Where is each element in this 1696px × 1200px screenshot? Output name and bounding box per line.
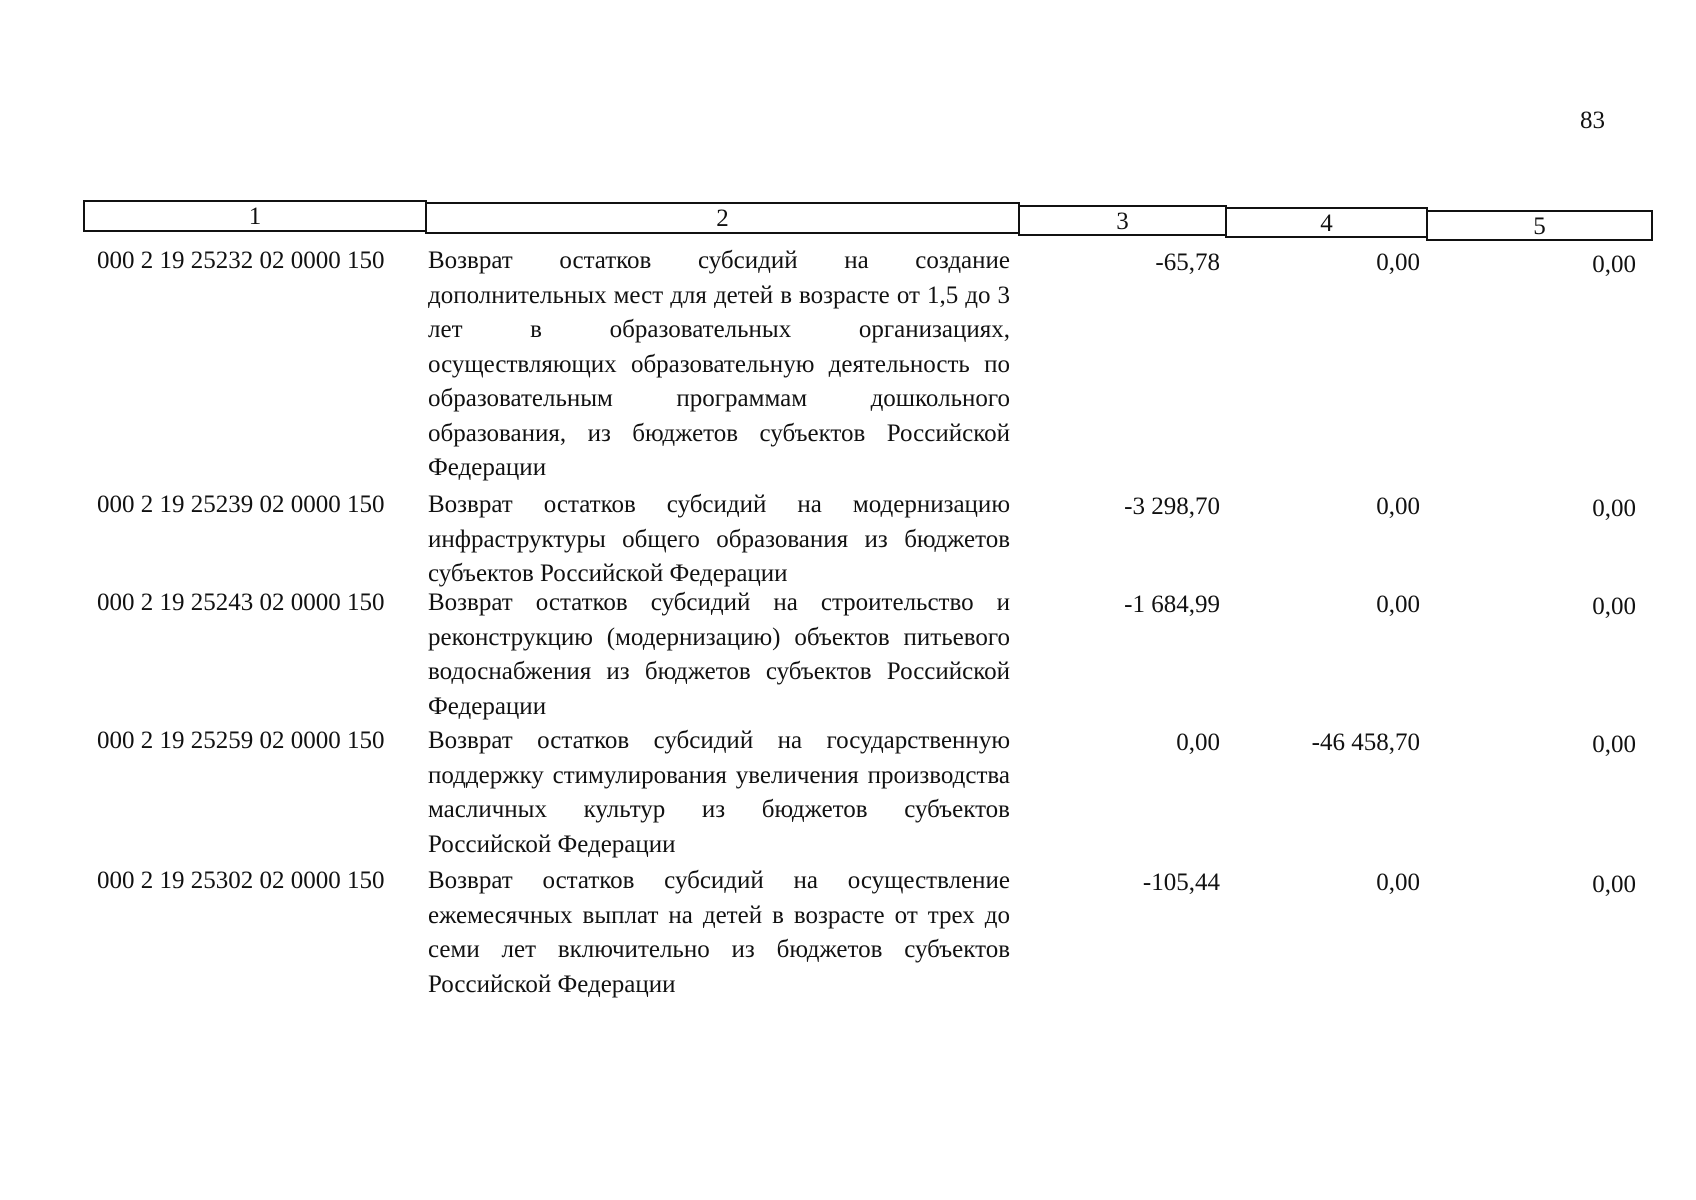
page-number: 83 xyxy=(1580,107,1605,134)
value-col-3: -65,78 xyxy=(1155,249,1220,276)
budget-code: 000 2 19 25259 02 0000 150 xyxy=(97,727,385,754)
value-col-3: -3 298,70 xyxy=(1124,493,1220,520)
row-description: Возврат остатков субсидий на осуществление ежемесячных выплат на детей в возрасте от трех до семи лет включительно из бюджетов субъектов Российской Федерации xyxy=(428,867,1010,998)
row-description: Возврат остатков субсидий на государственную поддержку стимулирования увеличения производства масличных культур из бюджетов субъектов Российской Федерации xyxy=(428,727,1010,858)
table-row xyxy=(0,244,1696,488)
value-col-5: 0,00 xyxy=(1592,251,1636,278)
table-header-row xyxy=(83,200,1655,238)
value-col-5: 0,00 xyxy=(1592,495,1636,522)
value-col-4: 0,00 xyxy=(1376,493,1420,520)
value-col-4: -46 458,70 xyxy=(1311,729,1420,756)
value-col-4: 0,00 xyxy=(1376,249,1420,276)
budget-code: 000 2 19 25302 02 0000 150 xyxy=(97,867,385,894)
row-description: Возврат остатков субсидий на создание дополнительных мест для детей в возрасте от 1,5 до 3 лет в образовательных организациях, осуществляющих образовательную деятельность по образовательным программам дошкольного образования, из бюджетов субъектов Российской Федерации xyxy=(428,247,1010,481)
budget-code: 000 2 19 25232 02 0000 150 xyxy=(97,247,385,274)
value-col-3: -1 684,99 xyxy=(1124,591,1220,618)
table-body xyxy=(0,244,1696,1004)
header-cell-1: 1 xyxy=(83,200,427,232)
table-row xyxy=(0,586,1696,724)
table-row xyxy=(0,724,1696,864)
value-col-5: 0,00 xyxy=(1592,593,1636,620)
header-cell-5: 5 xyxy=(1426,210,1653,241)
budget-code: 000 2 19 25243 02 0000 150 xyxy=(97,589,385,616)
table-row xyxy=(0,864,1696,1004)
value-col-5: 0,00 xyxy=(1592,731,1636,758)
budget-code: 000 2 19 25239 02 0000 150 xyxy=(97,491,385,518)
table-row xyxy=(0,488,1696,586)
value-col-3: 0,00 xyxy=(1176,729,1220,756)
value-col-3: -105,44 xyxy=(1142,869,1220,896)
row-description: Возврат остатков субсидий на модернизацию инфраструктуры общего образования из бюджетов субъектов Российской Федерации xyxy=(428,491,1010,587)
header-cell-4: 4 xyxy=(1225,207,1428,238)
header-cell-3: 3 xyxy=(1018,205,1227,236)
value-col-5: 0,00 xyxy=(1592,871,1636,898)
row-description: Возврат остатков субсидий на строительство и реконструкцию (модернизацию) объектов питьевого водоснабжения из бюджетов субъектов Российской Федерации xyxy=(428,589,1010,720)
header-cell-2: 2 xyxy=(425,202,1020,234)
value-col-4: 0,00 xyxy=(1376,591,1420,618)
value-col-4: 0,00 xyxy=(1376,869,1420,896)
